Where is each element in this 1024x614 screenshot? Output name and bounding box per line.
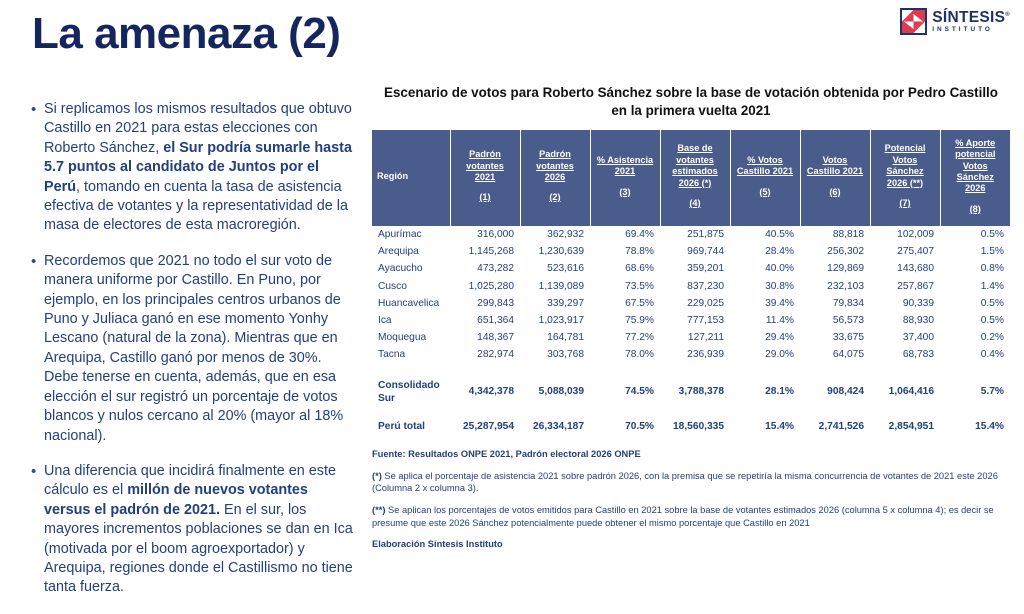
cell-potencial: 2,854,951 — [870, 418, 940, 435]
cell-padron2026: 1,023,917 — [520, 312, 590, 329]
table-row — [372, 226, 1010, 243]
cell-aporte: 0.5% — [940, 295, 1010, 312]
bullet-dot-icon: • — [31, 252, 37, 270]
cell-potencial: 143,680 — [870, 260, 940, 277]
brand-name: SÍNTESIS® — [932, 8, 1010, 26]
cell-votos: 88,818 — [800, 226, 870, 243]
table-row — [372, 243, 1010, 260]
table-summary-row — [372, 377, 1010, 407]
column-header-line: % Votos — [747, 154, 783, 165]
cell-aporte: 1.4% — [940, 278, 1010, 295]
table-row — [372, 346, 1010, 363]
cell-base2026: 229,025 — [660, 295, 730, 312]
table-row — [372, 295, 1010, 312]
cell-aporte: 5.7% — [940, 377, 1010, 407]
cell-pctVotos: 39.4% — [730, 295, 800, 312]
table-summary-row — [372, 418, 1010, 435]
bullet-emphasis: millón de nuevos votantes versus el padrón de 2021. — [44, 482, 308, 518]
cell-padron2026: 26,334,187 — [520, 418, 590, 435]
registered-mark: ® — [1005, 11, 1010, 18]
cell-pctVotos: 30.8% — [730, 278, 800, 295]
cell-padron2026: 1,139,089 — [520, 278, 590, 295]
column-header-line: Castillo 2021 — [806, 166, 864, 177]
bullet-span: Recordemos que 2021 no todo el sur voto de manera uniforme por Castillo. En Puno, por ejemplo, en los principales centros urbanos de Puno y Juliaca ganó en ese momento Yonhy Lescano (natural de la zona). Mientras que en Arequipa, Castillo ganó por menos de 30%. Debe tenerse en cuenta, además, que en esa elección el sur registró un porcentaje de votos blancos y nulos cercano al 20% (mayor al 18% nacional). — [44, 252, 344, 444]
cell-potencial: 102,009 — [870, 226, 940, 243]
column-header-line: estimados — [672, 166, 718, 177]
cell-potencial: 1,064,416 — [870, 377, 940, 407]
cell-padron2026: 523,616 — [520, 260, 590, 277]
cell-region: Huancavelica — [372, 295, 450, 312]
bullet-dot-icon: • — [31, 462, 37, 480]
table-row — [372, 260, 1010, 277]
column-header-line: 2026 — [965, 183, 986, 194]
column-header-index: (3) — [619, 186, 631, 197]
column-header-line: 2026 (*) — [678, 177, 712, 188]
column-header-7 — [870, 130, 940, 226]
brand-subtitle: INSTITUTO — [932, 26, 993, 34]
column-header-index: (5) — [759, 186, 771, 197]
cell-padron2021: 1,025,280 — [450, 278, 520, 295]
footnote-one — [372, 470, 1010, 495]
column-header-1 — [450, 130, 520, 226]
footnotes — [372, 448, 1010, 551]
table-spacer — [372, 407, 1010, 418]
column-header-index: (1) — [479, 192, 491, 203]
bullet-text — [44, 100, 358, 236]
column-header-index: (6) — [829, 186, 841, 197]
column-header-index: (2) — [549, 192, 561, 203]
sintesis-logo-icon — [900, 8, 927, 35]
cell-votos: 79,834 — [800, 295, 870, 312]
cell-padron2026: 362,932 — [520, 226, 590, 243]
cell-padron2021: 316,000 — [450, 226, 520, 243]
footnote-two-text: Se aplican los porcentajes de votos emitidos para Castillo en 2021 sobre la base de votantes estimados 2026 (columna 5 x columna 4); es decir se presume que este 2026 Sánchez potencialmente puede obtener el mismo porcentaje que Castillo en 2021 — [372, 505, 994, 528]
table-row — [372, 312, 1010, 329]
cell-pctVotos: 28.4% — [730, 243, 800, 260]
cell-aporte: 15.4% — [940, 418, 1010, 435]
spacer-cell — [372, 407, 1010, 418]
cell-potencial: 68,783 — [870, 346, 940, 363]
cell-region: Ica — [372, 312, 450, 329]
column-header-line: votantes — [676, 154, 714, 165]
cell-asistencia: 75.9% — [590, 312, 660, 329]
bullet-dot-icon: • — [31, 101, 37, 118]
column-header-line: Base de — [677, 143, 713, 154]
cell-padron2026: 339,297 — [520, 295, 590, 312]
cell-asistencia: 78.0% — [590, 346, 660, 363]
footnote-two-marker: (**) — [372, 505, 386, 516]
cell-aporte: 0.5% — [940, 226, 1010, 243]
cell-padron2026: 164,781 — [520, 329, 590, 346]
cell-potencial: 257,867 — [870, 278, 940, 295]
column-header-index: (4) — [689, 198, 701, 209]
cell-asistencia: 74.5% — [590, 377, 660, 407]
table-header-row — [372, 130, 1010, 226]
column-header-line: votantes — [466, 160, 504, 171]
cell-aporte: 0.5% — [940, 312, 1010, 329]
cell-asistencia: 68.6% — [590, 260, 660, 277]
column-header-4 — [660, 130, 730, 226]
cell-region: Perú total — [372, 418, 450, 435]
cell-votos: 56,573 — [800, 312, 870, 329]
table-spacer — [372, 364, 1010, 377]
cell-base2026: 777,153 — [660, 312, 730, 329]
column-header-line: Región — [377, 170, 409, 181]
cell-asistencia: 67.5% — [590, 295, 660, 312]
table-body — [372, 226, 1010, 435]
cell-asistencia: 78.8% — [590, 243, 660, 260]
column-header-line: % Aporte — [955, 137, 996, 148]
cell-votos: 908,424 — [800, 377, 870, 407]
cell-aporte: 0.4% — [940, 346, 1010, 363]
column-header-6 — [800, 130, 870, 226]
cell-base2026: 127,211 — [660, 329, 730, 346]
cell-region: Moquegua — [372, 329, 450, 346]
cell-base2026: 969,744 — [660, 243, 730, 260]
logo-glyph-icon — [902, 10, 925, 33]
cell-pctVotos: 29.0% — [730, 346, 800, 363]
cell-padron2021: 4,342,378 — [450, 377, 520, 407]
cell-padron2021: 282,974 — [450, 346, 520, 363]
cell-pctVotos: 11.4% — [730, 312, 800, 329]
spacer-cell — [372, 364, 1010, 377]
cell-votos: 64,075 — [800, 346, 870, 363]
bullet-list — [28, 100, 358, 614]
cell-base2026: 251,875 — [660, 226, 730, 243]
column-header-3 — [590, 130, 660, 226]
cell-votos: 2,741,526 — [800, 418, 870, 435]
column-header-8 — [940, 130, 1010, 226]
votes-table — [372, 130, 1010, 435]
column-header-line: 2026 — [544, 172, 566, 182]
column-header-line: Potencial — [884, 143, 926, 154]
bullet-span: Si replicamos los mismos resultados que obtuvo Castillo en 2021 para estas elecciones con Roberto Sánchez, — [44, 101, 352, 156]
bullet-text — [44, 252, 358, 446]
brand-logo — [900, 8, 1010, 35]
footnote-source: Fuente: Resultados ONPE 2021, Padrón electoral 2026 ONPE — [372, 449, 641, 460]
column-header-line: potencial — [955, 149, 996, 160]
cell-padron2021: 148,367 — [450, 329, 520, 346]
page-title: La amenaza (2) — [32, 9, 341, 58]
cell-asistencia: 70.5% — [590, 418, 660, 435]
table-row — [372, 278, 1010, 295]
cell-base2026: 359,201 — [660, 260, 730, 277]
bullet-span: Una diferencia que incidirá finalmente en este cálculo es el — [44, 462, 336, 499]
cell-padron2026: 5,088,039 — [520, 377, 590, 407]
bullet-text — [44, 462, 358, 598]
column-header-0 — [372, 130, 450, 226]
footnote-elaboration: Elaboración Síntesis Instituto — [372, 539, 503, 550]
table-pane — [372, 84, 1010, 560]
bullet-span: , tomando en cuenta la tasa de asistencia efectiva de votantes y la representatividad de la masa de electores de esta macroregión. — [44, 178, 348, 234]
cell-padron2021: 25,287,954 — [450, 418, 520, 435]
column-header-line: % Asistencia — [596, 154, 654, 165]
column-header-line: 2021 — [614, 166, 636, 177]
cell-potencial: 37,400 — [870, 329, 940, 346]
cell-potencial: 275,407 — [870, 243, 940, 260]
bullet-item — [28, 252, 358, 446]
cell-padron2021: 299,843 — [450, 295, 520, 312]
bullet-emphasis: el Sur podría sumarle hasta 5.7 puntos al candidato de Juntos por el Perú — [44, 139, 352, 195]
cell-aporte: 0.2% — [940, 329, 1010, 346]
cell-region: Tacna — [372, 346, 450, 363]
cell-votos: 256,302 — [800, 243, 870, 260]
table-row — [372, 329, 1010, 346]
cell-votos: 232,103 — [800, 278, 870, 295]
table-title: Escenario de votos para Roberto Sánchez sobre la base de votación obtenida por Pedro Castillo en la primera vuelta 2021 — [384, 85, 998, 118]
cell-votos: 129,869 — [800, 260, 870, 277]
cell-pctVotos: 15.4% — [730, 418, 800, 435]
cell-asistencia: 77.2% — [590, 329, 660, 346]
cell-aporte: 0.8% — [940, 260, 1010, 277]
cell-region: Arequipa — [372, 243, 450, 260]
footnote-one-text: Se aplica el porcentaje de asistencia 2021 sobre padrón 2026, con la premisa que se repetiría la misma concurrencia de votantes de 2021 este 2026 (Columna 2 x columna 3). — [372, 470, 998, 494]
bullet-item — [28, 100, 358, 236]
bullet-item — [28, 462, 358, 598]
cell-region: Ayacucho — [372, 260, 450, 277]
cell-potencial: 90,339 — [870, 295, 940, 312]
cell-base2026: 3,788,378 — [660, 377, 730, 407]
cell-region: Cusco — [372, 278, 450, 295]
footnote-two — [372, 504, 1010, 529]
footnote-one-marker: (*) — [372, 470, 382, 481]
column-header-line: Padrón — [469, 149, 501, 160]
cell-base2026: 236,939 — [660, 346, 730, 363]
column-header-5 — [730, 130, 800, 226]
cell-padron2021: 651,364 — [450, 312, 520, 329]
bullet-span: En el sur, los mayores incrementos poblaciones se dan en Ica (motivada por el boom agroexportador) y Arequipa, regiones donde el Castillismo no tiene tanta fuerza. — [44, 501, 353, 596]
cell-pctVotos: 29.4% — [730, 329, 800, 346]
cell-padron2026: 303,768 — [520, 346, 590, 363]
column-header-line: Sánchez — [886, 166, 924, 177]
column-header-index: (8) — [969, 203, 981, 214]
column-header-line: Votos — [822, 154, 848, 165]
cell-aporte: 1.5% — [940, 243, 1010, 260]
column-header-line: Castillo 2021 — [736, 166, 794, 177]
cell-region: Apurímac — [372, 226, 450, 243]
cell-base2026: 837,230 — [660, 278, 730, 295]
column-header-line: votantes — [536, 160, 574, 171]
table-header — [372, 130, 1010, 226]
cell-pctVotos: 28.1% — [730, 377, 800, 407]
column-header-line: Padrón — [539, 149, 571, 160]
cell-padron2021: 473,282 — [450, 260, 520, 277]
cell-potencial: 88,930 — [870, 312, 940, 329]
cell-region: Consolidado Sur — [372, 377, 450, 407]
cell-padron2026: 1,230,639 — [520, 243, 590, 260]
brand-wordmark — [932, 10, 1010, 34]
cell-pctVotos: 40.5% — [730, 226, 800, 243]
column-header-index: (7) — [899, 198, 911, 209]
cell-pctVotos: 40.0% — [730, 260, 800, 277]
cell-votos: 33,675 — [800, 329, 870, 346]
column-header-line: 2026 (**) — [886, 177, 924, 188]
cell-base2026: 18,560,335 — [660, 418, 730, 435]
column-header-line: 2021 — [474, 172, 496, 182]
column-header-line: Votos Sánchez — [956, 160, 994, 182]
column-header-line: Votos — [892, 154, 918, 165]
column-header-2 — [520, 130, 590, 226]
cell-padron2021: 1,145,268 — [450, 243, 520, 260]
cell-asistencia: 69.4% — [590, 226, 660, 243]
cell-asistencia: 73.5% — [590, 278, 660, 295]
